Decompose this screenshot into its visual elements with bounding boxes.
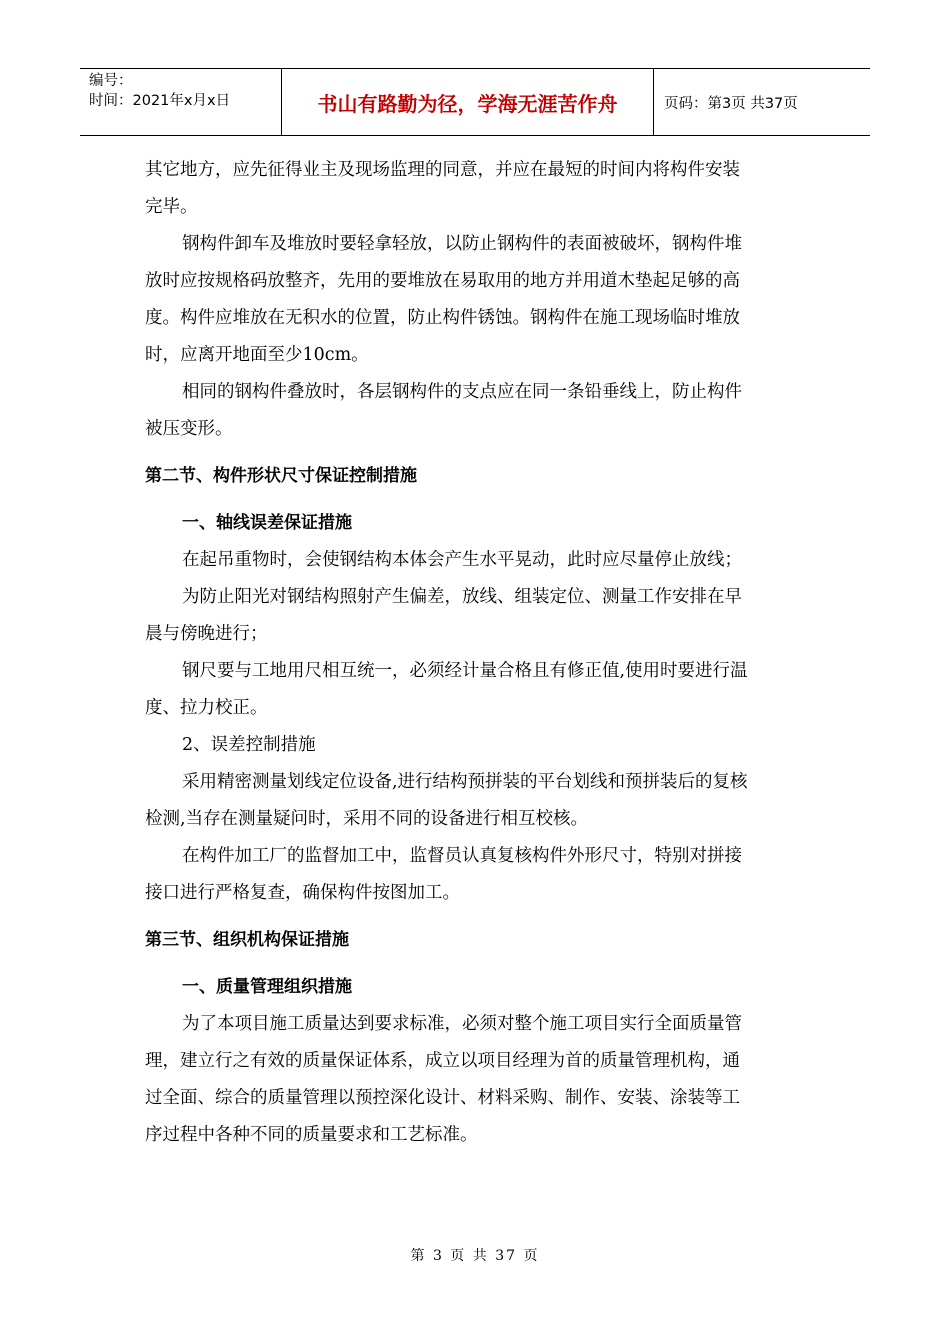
paragraph-line: 时，应离开地面至少10cm。 bbox=[145, 345, 369, 365]
paragraph-line: 晨与傍晚进行； bbox=[145, 624, 268, 644]
header-meta bbox=[80, 69, 282, 135]
paragraph-line: 接口进行严格复查，确保构件按图加工。 bbox=[145, 883, 460, 903]
paragraph-line: 放时应按规格码放整齐，先用的要堆放在易取用的地方并用道木垫起足够的高 bbox=[145, 271, 740, 291]
paragraph-line: 在起吊重物时，会使钢结构本体会产生水平晃动，此时应尽量停止放线； bbox=[182, 550, 742, 570]
paragraph-line: 序过程中各种不同的质量要求和工艺标准。 bbox=[145, 1125, 478, 1145]
page-footer: 第 3 页 共 37 页 bbox=[410, 1248, 540, 1264]
header-page-info: 页码：第3页 共37页 bbox=[664, 95, 798, 112]
paragraph-line: 钢尺要与工地用尺相互统一，必须经计量合格且有修正值,使用时要进行温 bbox=[182, 661, 748, 681]
document-number-label: 编号： bbox=[89, 73, 133, 89]
paragraph-line: 为了本项目施工质量达到要求标准，必须对整个施工项目实行全面质量管 bbox=[182, 1014, 742, 1034]
section-heading: 第三节、组织机构保证措施 bbox=[145, 930, 349, 950]
paragraph-line: 被压变形。 bbox=[145, 419, 233, 439]
paragraph-line: 度。构件应堆放在无积水的位置，防止构件锈蚀。钢构件在施工现场临时堆放 bbox=[145, 308, 740, 328]
paragraph-line: 相同的钢构件叠放时，各层钢构件的支点应在同一条铅垂线上，防止构件 bbox=[182, 382, 742, 402]
section-heading: 第二节、构件形状尺寸保证控制措施 bbox=[145, 466, 417, 486]
paragraph-line: 过全面、综合的质量管理以预控深化设计、材料采购、制作、安装、涂装等工 bbox=[145, 1088, 740, 1108]
paragraph-line: 检测,当存在测量疑问时，采用不同的设备进行相互校核。 bbox=[145, 809, 589, 829]
paragraph-line: 完毕。 bbox=[145, 197, 198, 217]
paragraph-line: 其它地方，应先征得业主及现场监理的同意，并应在最短的时间内将构件安装 bbox=[145, 160, 740, 180]
page-header bbox=[80, 68, 870, 136]
paragraph-line: 在构件加工厂的监督加工中，监督员认真复核构件外形尺寸，特别对拼接 bbox=[182, 846, 742, 866]
header-motto: 书山有路勤为径，学海无涯苦作舟 bbox=[282, 69, 654, 135]
paragraph-line: 为防止阳光对钢结构照射产生偏差，放线、组装定位、测量工作安排在早 bbox=[182, 587, 742, 607]
subsection-heading: 一、轴线误差保证措施 bbox=[182, 513, 352, 533]
paragraph-line: 理，建立行之有效的质量保证体系，成立以项目经理为首的质量管理机构，通 bbox=[145, 1051, 740, 1071]
paragraph-line: 采用精密测量划线定位设备,进行结构预拼装的平台划线和预拼装后的复核 bbox=[182, 772, 748, 792]
paragraph-line: 度、拉力校正。 bbox=[145, 698, 268, 718]
paragraph-line: 钢构件卸车及堆放时要轻拿轻放，以防止钢构件的表面被破坏，钢构件堆 bbox=[182, 234, 742, 254]
subsection-heading: 一、质量管理组织措施 bbox=[182, 977, 352, 997]
document-time-label: 时间：2021年x月x日 bbox=[89, 93, 231, 109]
paragraph-line: 2、误差控制措施 bbox=[182, 735, 316, 755]
document-body bbox=[145, 152, 810, 1154]
